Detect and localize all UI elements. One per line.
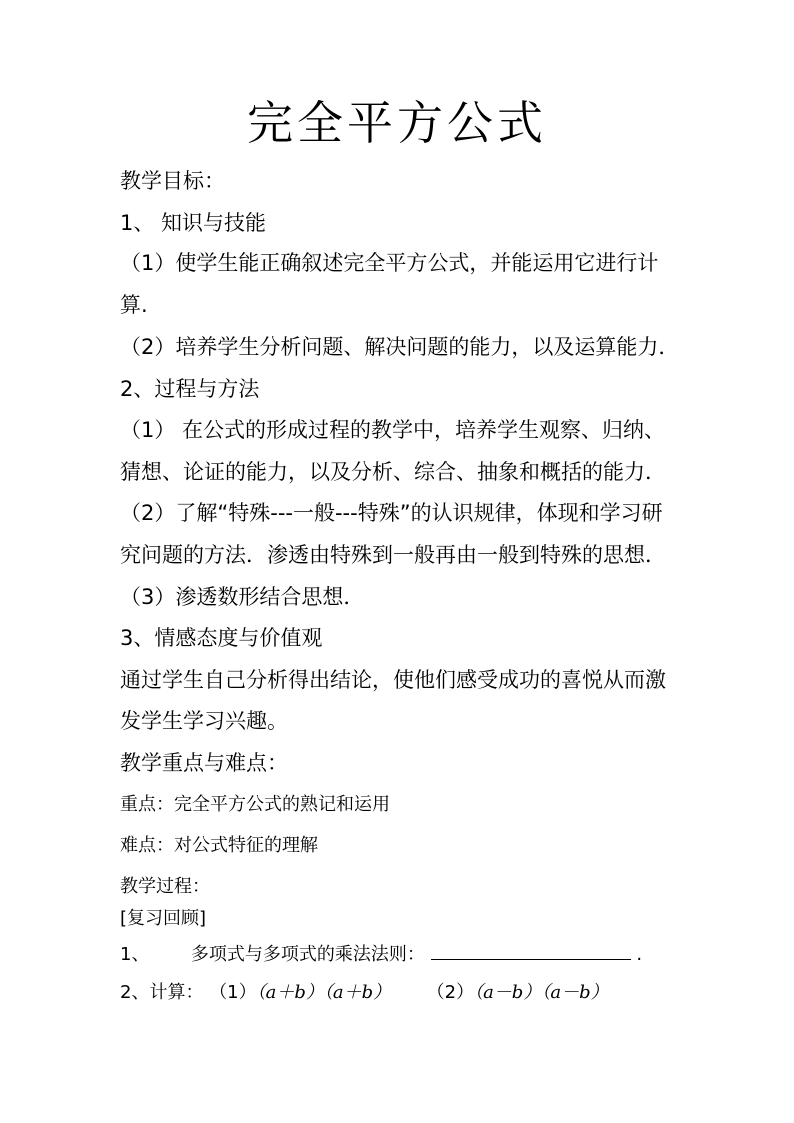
goal-2-text: （2）培养学生分析问题、解决问题的能力，以及运算能力． [120,335,680,359]
review-item-1-end: . [636,944,643,965]
review-item-2-part1-expr: （a＋b）（a＋b） [256,982,392,1003]
section-heading-teaching-goals: 教学目标： [120,169,225,193]
goal-1-text-line1: （1）使学生能正确叙述完全平方公式，并能运用它进行计 [120,251,659,275]
goal-heading-knowledge: 1、 知识与技能 [120,211,267,235]
review-item-1 [120,946,642,964]
review-item-2-prefix: 2、计算： [120,982,204,1003]
document-title: 完全平方公式 [247,96,547,150]
subsection-review: [复习回顾] [120,908,207,929]
attitude-text-line2: 发学生学习兴趣。 [120,709,288,733]
process-2-text-line2: 究问题的方法．渗透由特殊到一般再由一般到特殊的思想． [120,543,666,567]
review-item-2-part2-expr: （a－b）（a－b） [474,982,609,1003]
goal-heading-attitude: 3、情感态度与价值观 [120,626,323,650]
process-2-text-line1: （2）了解“特殊---一般---特殊”的认识规律，体现和学习研 [120,501,663,525]
process-1-text-line1: （1） 在公式的形成过程的教学中，培养学生观察、归纳、 [120,418,666,442]
key-point-text: 重点：完全平方公式的熟记和运用 [120,794,390,815]
goal-1-text-line2: 算. [120,293,148,317]
answer-blank[interactable] [431,959,631,960]
difficult-point-text: 难点：对公式特征的理解 [120,835,318,856]
section-heading-process: 教学过程： [120,876,210,897]
attitude-text-line1: 通过学生自己分析得出结论，使他们感受成功的喜悦从而激 [120,668,666,692]
review-item-2-part1-label: （1） [209,982,257,1003]
process-3-text: （3）渗透数形结合思想． [120,585,365,609]
review-item-2 [120,984,609,1002]
review-item-1-number: 1、 [120,944,150,965]
review-item-1-text: 多项式与多项式的乘法法则： [190,944,425,965]
goal-heading-process: 2、过程与方法 [120,377,260,401]
process-1-text-line2: 猜想、论证的能力，以及分析、综合、抽象和概括的能力． [120,460,666,484]
review-item-2-part2-label: （2） [426,982,475,1003]
section-heading-key-points: 教学重点与难点： [120,751,288,775]
